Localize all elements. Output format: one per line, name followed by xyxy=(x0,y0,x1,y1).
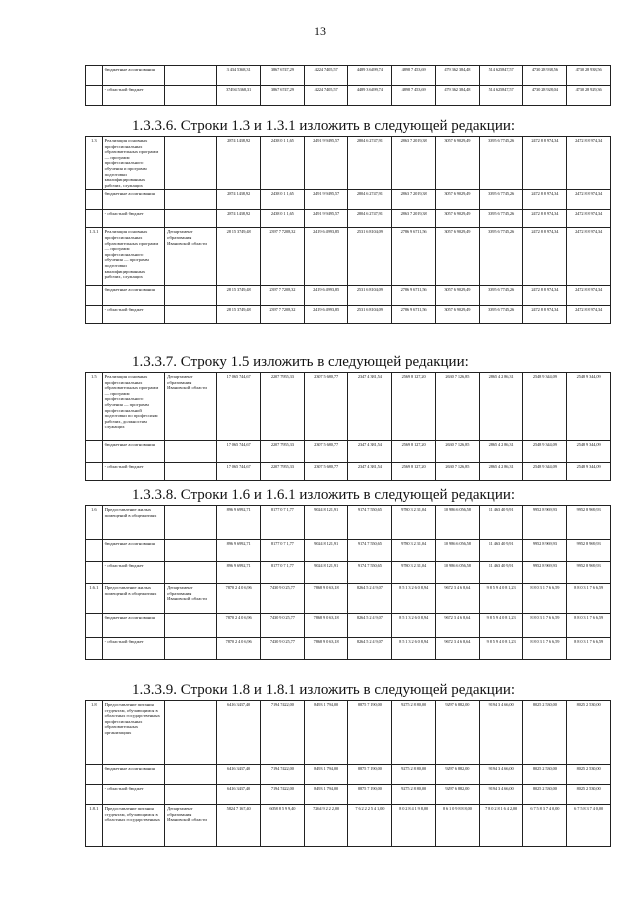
amount-cell: 479 362 384,48 xyxy=(435,66,479,86)
amount-cell: 2874 1438,92 xyxy=(217,190,261,210)
row-number-cell: 1.3.1 xyxy=(86,228,103,286)
amount-cell: 28 15 3749,48 xyxy=(217,286,261,306)
amount-cell: 9672 3 4 6 8,64 xyxy=(435,638,479,660)
amount-cell: 2419 6 4993,85 xyxy=(304,228,348,286)
amount-cell: 2472 8 8 974,34 xyxy=(567,306,611,324)
row-name-cell: Предоставление питания студентам, обучающимся в областных государственных профессиональных образовательных организациях xyxy=(102,701,164,765)
amount-cell: 896 9 6992,71 xyxy=(217,562,261,584)
row-number-cell: 1.6.1 xyxy=(86,584,103,614)
row-number-cell: 1.6 xyxy=(86,506,103,540)
amount-cell: 2863 7 2019,38 xyxy=(392,190,436,210)
amount-cell: 6 7 5 8 3 7 4 0,00 xyxy=(567,805,611,847)
amount-cell: 2472 8 8 974,34 xyxy=(523,228,567,286)
amount-cell: 8 8 0 3 1 7 6 6,59 xyxy=(523,584,567,614)
row-number-cell: 1.8 xyxy=(86,701,103,765)
amount-cell: 9024 8 121,91 xyxy=(304,540,348,562)
amount-cell: 2865 4 2 86,31 xyxy=(479,463,523,481)
amount-cell: 7870 2 4 0 6,96 xyxy=(217,584,261,614)
amount-cell: 9275 2 8 80,00 xyxy=(392,701,436,765)
amount-cell: 2397 7 7208,32 xyxy=(260,306,304,324)
amount-cell: 8493 1 794,00 xyxy=(304,765,348,785)
amount-cell: 2804 6 2747,91 xyxy=(348,190,392,210)
table-row xyxy=(86,86,611,106)
amount-cell: 6 7 5 8 3 7 4 0,00 xyxy=(523,805,567,847)
amount-cell: 3057 6 9029,49 xyxy=(435,228,479,286)
row-name-cell: бюджетные ассигнования xyxy=(102,540,164,562)
amount-cell: 9174 7 550,65 xyxy=(348,562,392,584)
amount-cell: 9780 3 2 31,04 xyxy=(392,562,436,584)
amount-cell: 8 6 1 0 9 8 8 8,00 xyxy=(435,805,479,847)
table-row xyxy=(86,190,611,210)
amount-cell: 2397 7 7208,32 xyxy=(260,286,304,306)
amount-cell: 7194 7422,00 xyxy=(260,765,304,785)
amount-cell: 3395 6 7745,26 xyxy=(479,210,523,228)
amount-cell: 2531 6 8104,09 xyxy=(348,306,392,324)
row-number-cell xyxy=(86,562,103,584)
amount-cell: 7868 9 0 63,18 xyxy=(304,638,348,660)
amount-cell: 8 5 1 3 2 6 0 8,94 xyxy=(392,614,436,638)
amount-cell: 9297 6 882,00 xyxy=(435,785,479,805)
table-row xyxy=(86,137,611,190)
amount-cell: 28 15 3749,48 xyxy=(217,228,261,286)
row-name-cell: Реализация основных профессиональных образовательных программ — программ профессионального обучения — программ подготовки квалифицированных рабочих, служащих xyxy=(102,228,164,286)
table-row xyxy=(86,805,611,847)
amount-cell: 9952 8 969,93 xyxy=(567,562,611,584)
table-row xyxy=(86,373,611,441)
amount-cell: 2548 9 344,09 xyxy=(567,463,611,481)
amount-cell: 9952 8 969,93 xyxy=(567,540,611,562)
row-number-cell xyxy=(86,638,103,660)
heading-1-3-3-9: 1.3.3.9. Строки 1.8 и 1.8.1 изложить в следующей редакции: xyxy=(132,682,516,698)
executor-cell xyxy=(165,638,217,660)
amount-cell: 2438 0 1 1,65 xyxy=(260,190,304,210)
amount-cell: 17 065 744,67 xyxy=(217,373,261,441)
amount-cell: 17 065 744,67 xyxy=(217,463,261,481)
amount-cell: 9952 8 969,93 xyxy=(523,540,567,562)
amount-cell: 2472 8 8 974,34 xyxy=(523,286,567,306)
row-number-cell xyxy=(86,441,103,463)
amount-cell: 8 0 2 8 4 1 9 8,00 xyxy=(392,805,436,847)
amount-cell: 8875 7 190,00 xyxy=(348,765,392,785)
table-row xyxy=(86,785,611,805)
amount-cell: 3395 6 7745,26 xyxy=(479,137,523,190)
amount-cell: 2347 4 381,54 xyxy=(348,463,392,481)
executor-cell xyxy=(165,137,217,190)
row-number-cell xyxy=(86,286,103,306)
row-number-cell xyxy=(86,765,103,785)
amount-cell: 7868 9 0 63,18 xyxy=(304,584,348,614)
amount-cell: 2863 7 2019,38 xyxy=(392,137,436,190)
top-table xyxy=(85,65,611,106)
amount-cell: 2472 8 8 974,34 xyxy=(567,210,611,228)
executor-cell xyxy=(165,86,217,106)
amount-cell: 2472 8 8 974,34 xyxy=(523,137,567,190)
amount-cell: 9952 8 969,93 xyxy=(567,506,611,540)
amount-cell: 8 8 0 3 1 7 6 6,59 xyxy=(567,638,611,660)
amount-cell: 9174 7 550,65 xyxy=(348,506,392,540)
amount-cell: 2569 8 127,20 xyxy=(392,373,436,441)
executor-cell xyxy=(165,765,217,785)
table-row xyxy=(86,614,611,638)
executor-cell xyxy=(165,286,217,306)
table-row xyxy=(86,286,611,306)
amount-cell: 2307 5 680,77 xyxy=(304,373,348,441)
amount-cell: 2438 0 1 1,65 xyxy=(260,210,304,228)
executor-cell: Департамент образования Ивановской области xyxy=(165,373,217,441)
amount-cell: 4730 28 929,36 xyxy=(567,86,611,106)
row-number-cell xyxy=(86,190,103,210)
amount-cell: 9275 2 8 80,00 xyxy=(392,765,436,785)
amount-cell: 9194 3 4 66,00 xyxy=(479,785,523,805)
amount-cell: 2874 1438,92 xyxy=(217,137,261,190)
amount-cell: 7430 9 0 25,77 xyxy=(260,584,304,614)
page-number: 13 xyxy=(314,24,326,38)
amount-cell: 8025 2 530,00 xyxy=(523,785,567,805)
executor-cell xyxy=(165,210,217,228)
amount-cell: 11 463 40 9,91 xyxy=(479,506,523,540)
amount-cell: 3057 6 9029,49 xyxy=(435,190,479,210)
table-row xyxy=(86,210,611,228)
amount-cell: 2874 1438,92 xyxy=(217,210,261,228)
amount-cell: 2569 8 127,20 xyxy=(392,441,436,463)
amount-cell: 28 15 3749,48 xyxy=(217,306,261,324)
row-name-cell: - областной бюджет xyxy=(102,638,164,660)
row-name-cell: бюджетные ассигнования xyxy=(102,614,164,638)
amount-cell: 8025 2 530,00 xyxy=(523,701,567,765)
amount-cell: 37494 5368,31 xyxy=(217,86,261,106)
heading-1-3-3-7: 1.3.3.7. Строку 1.5 изложить в следующей редакции: xyxy=(132,354,469,370)
amount-cell: 8 8 0 3 1 7 6 6,59 xyxy=(523,638,567,660)
amount-cell: 4489 3 6499,74 xyxy=(348,66,392,86)
amount-cell: 896 9 6992,71 xyxy=(217,540,261,562)
amount-cell: 8875 7 190,00 xyxy=(348,785,392,805)
executor-cell: Департамент образования Ивановской области xyxy=(165,228,217,286)
amount-cell: 479 362 384,48 xyxy=(435,86,479,106)
amount-cell: 2531 6 8104,09 xyxy=(348,228,392,286)
row-name-cell: - областной бюджет xyxy=(102,562,164,584)
row-number-cell xyxy=(86,66,103,86)
amount-cell: 2630 7 126,85 xyxy=(435,441,479,463)
amount-cell: 3867 6747,29 xyxy=(260,86,304,106)
row-name-cell: бюджетные ассигнования xyxy=(102,765,164,785)
amount-cell: 8264 5 2 4 9,07 xyxy=(348,614,392,638)
table-row xyxy=(86,638,611,660)
amount-cell: 8493 1 794,00 xyxy=(304,785,348,805)
amount-cell: 8 8 0 3 1 7 6 6,59 xyxy=(567,584,611,614)
amount-cell: 9952 8 969,93 xyxy=(523,506,567,540)
amount-cell: 2865 4 2 86,31 xyxy=(479,373,523,441)
amount-cell: 9194 3 4 66,00 xyxy=(479,701,523,765)
amount-cell: 2548 9 344,09 xyxy=(567,441,611,463)
table-row xyxy=(86,584,611,614)
amount-cell: 9 8 5 9 4 0 8 1,23 xyxy=(479,614,523,638)
amount-cell: 3057 6 9029,49 xyxy=(435,286,479,306)
amount-cell: 2472 8 8 974,34 xyxy=(567,228,611,286)
amount-cell: 10 986 6 056,58 xyxy=(435,540,479,562)
amount-cell: 9174 7 550,65 xyxy=(348,540,392,562)
amount-cell: 2347 4 381,54 xyxy=(348,373,392,441)
amount-cell: 2472 8 8 974,34 xyxy=(523,210,567,228)
executor-cell xyxy=(165,306,217,324)
row-name-cell: Реализация основных профессиональных образовательных программ — программ профессионального обучения и программ подготовки квалифицированных рабочих, служащих xyxy=(102,137,164,190)
amount-cell: 4224 7405,57 xyxy=(304,86,348,106)
amount-cell: 8025 2 530,00 xyxy=(567,765,611,785)
amount-cell: 9297 6 882,00 xyxy=(435,765,479,785)
row-number-cell xyxy=(86,86,103,106)
amount-cell: 2630 7 126,85 xyxy=(435,463,479,481)
amount-cell: 8177 0 7 1,77 xyxy=(260,562,304,584)
amount-cell: 2491 9 9495,57 xyxy=(304,137,348,190)
amount-cell: 7264 9 2 2 2,00 xyxy=(304,805,348,847)
amount-cell: 8 5 1 3 2 6 0 8,94 xyxy=(392,638,436,660)
amount-cell: 4224 7405,57 xyxy=(304,66,348,86)
amount-cell: 2531 6 8104,09 xyxy=(348,286,392,306)
amount-cell: 7194 7422,00 xyxy=(260,785,304,805)
amount-cell: 9780 3 2 31,04 xyxy=(392,540,436,562)
amount-cell: 8025 2 530,00 xyxy=(567,701,611,765)
row-number-cell: 1.5 xyxy=(86,373,103,441)
table-rows-1-3 xyxy=(85,136,611,324)
table-row xyxy=(86,66,611,86)
amount-cell: 9780 3 2 31,04 xyxy=(392,506,436,540)
amount-cell: 9194 3 4 66,00 xyxy=(479,765,523,785)
amount-cell: 8025 2 530,00 xyxy=(567,785,611,805)
amount-cell: 8264 5 2 4 9,07 xyxy=(348,638,392,660)
amount-cell: 4898 7 453,69 xyxy=(392,86,436,106)
amount-cell: 2472 8 8 974,34 xyxy=(567,286,611,306)
amount-cell: 8264 5 2 4 9,07 xyxy=(348,584,392,614)
amount-cell: 3867 6747,29 xyxy=(260,66,304,86)
executor-cell xyxy=(165,506,217,540)
executor-cell: Департамент образования Ивановской области xyxy=(165,805,217,847)
amount-cell: 2569 8 127,20 xyxy=(392,463,436,481)
amount-cell: 3395 6 7745,26 xyxy=(479,306,523,324)
row-name-cell: - областной бюджет xyxy=(102,785,164,805)
amount-cell: 7870 2 4 0 6,96 xyxy=(217,614,261,638)
table-row xyxy=(86,441,611,463)
amount-cell: 2548 9 344,09 xyxy=(523,463,567,481)
amount-cell: 2786 9 6711,56 xyxy=(392,306,436,324)
amount-cell: 2397 7 7208,32 xyxy=(260,228,304,286)
executor-cell xyxy=(165,701,217,765)
table-row xyxy=(86,540,611,562)
amount-cell: 7430 9 0 25,77 xyxy=(260,638,304,660)
table-row-1-5 xyxy=(85,372,611,481)
amount-cell: 2472 8 8 974,34 xyxy=(523,306,567,324)
amount-cell: 2347 4 381,54 xyxy=(348,441,392,463)
amount-cell: 9275 2 8 80,00 xyxy=(392,785,436,805)
amount-cell: 10 986 6 056,58 xyxy=(435,562,479,584)
amount-cell: 2472 8 8 974,34 xyxy=(567,190,611,210)
amount-cell: 4898 7 453,69 xyxy=(392,66,436,86)
amount-cell: 11 463 40 9,91 xyxy=(479,562,523,584)
table-row xyxy=(86,701,611,765)
row-name-cell: - областной бюджет xyxy=(102,306,164,324)
amount-cell: 2865 4 2 86,31 xyxy=(479,441,523,463)
amount-cell: 8 5 1 3 2 6 0 8,94 xyxy=(392,584,436,614)
executor-cell xyxy=(165,441,217,463)
amount-cell: 2438 0 1 1,65 xyxy=(260,137,304,190)
amount-cell: 3395 6 7745,26 xyxy=(479,228,523,286)
amount-cell: 2548 9 344,09 xyxy=(523,441,567,463)
amount-cell: 2548 9 344,09 xyxy=(567,373,611,441)
amount-cell: 3057 6 9029,49 xyxy=(435,137,479,190)
amount-cell: 6058 8 5 9 9,40 xyxy=(260,805,304,847)
amount-cell: 896 9 6992,71 xyxy=(217,506,261,540)
amount-cell: 8177 0 7 1,77 xyxy=(260,506,304,540)
amount-cell: 2207 7955,33 xyxy=(260,441,304,463)
table-rows-1-6 xyxy=(85,505,611,660)
amount-cell: 5824 7 167,40 xyxy=(217,805,261,847)
amount-cell: 8 8 0 3 1 7 6 6,59 xyxy=(523,614,567,638)
row-name-cell: бюджетные ассигнования xyxy=(102,286,164,306)
amount-cell: 2786 9 6711,56 xyxy=(392,286,436,306)
row-name-cell: - областной бюджет xyxy=(102,210,164,228)
amount-cell: 2863 7 2019,38 xyxy=(392,210,436,228)
amount-cell: 2472 8 8 974,34 xyxy=(567,137,611,190)
amount-cell: 7870 2 4 0 6,96 xyxy=(217,638,261,660)
amount-cell: 2786 9 6711,56 xyxy=(392,228,436,286)
amount-cell: 9297 6 882,00 xyxy=(435,701,479,765)
amount-cell: 2207 7955,33 xyxy=(260,373,304,441)
row-name-cell: Реализация основных профессиональных образовательных программ — программ профессионального обучения — программ профессиональной подготовки по профессиям рабочих, должностям служащих xyxy=(102,373,164,441)
amount-cell: 8 8 0 3 1 7 6 6,59 xyxy=(567,614,611,638)
executor-cell xyxy=(165,190,217,210)
amount-cell: 3057 6 9029,49 xyxy=(435,210,479,228)
amount-cell: 9952 8 969,93 xyxy=(523,562,567,584)
amount-cell: 2207 7955,33 xyxy=(260,463,304,481)
table-row xyxy=(86,562,611,584)
executor-cell xyxy=(165,540,217,562)
amount-cell: 7 8 0 2 8 1 6 4 2,00 xyxy=(479,805,523,847)
amount-cell: 2419 6 4993,85 xyxy=(304,306,348,324)
amount-cell: 17 065 744,67 xyxy=(217,441,261,463)
amount-cell: 2472 8 8 974,34 xyxy=(523,190,567,210)
amount-cell: 7868 9 0 63,18 xyxy=(304,614,348,638)
amount-cell: 6416 3437,40 xyxy=(217,765,261,785)
amount-cell: 2491 9 9495,57 xyxy=(304,210,348,228)
amount-cell: 11 463 40 9,91 xyxy=(479,540,523,562)
amount-cell: 2307 5 680,77 xyxy=(304,441,348,463)
amount-cell: 514 625847,57 xyxy=(479,66,523,86)
heading-1-3-3-8: 1.3.3.8. Строки 1.6 и 1.6.1 изложить в следующей редакции: xyxy=(132,487,516,503)
amount-cell: 4730 28 938,56 xyxy=(523,66,567,86)
amount-cell: 7430 9 0 25,77 xyxy=(260,614,304,638)
amount-cell: 2307 5 680,77 xyxy=(304,463,348,481)
executor-cell xyxy=(165,614,217,638)
amount-cell: 3057 6 9029,49 xyxy=(435,306,479,324)
amount-cell: 4730 28 938,56 xyxy=(567,66,611,86)
amount-cell: 514 625847,57 xyxy=(479,86,523,106)
row-number-cell xyxy=(86,463,103,481)
amount-cell: 8177 0 7 1,77 xyxy=(260,540,304,562)
row-name-cell: Предоставление жилых помещений в общежитиях xyxy=(102,584,164,614)
amount-cell: 6416 3437,40 xyxy=(217,785,261,805)
row-number-cell xyxy=(86,785,103,805)
row-name-cell: Предоставление жилых помещений в общежитиях xyxy=(102,506,164,540)
table-rows-1-8 xyxy=(85,700,611,847)
amount-cell: 2804 6 2747,91 xyxy=(348,137,392,190)
row-number-cell xyxy=(86,540,103,562)
row-number-cell: 1.8.1 xyxy=(86,805,103,847)
row-name-cell: бюджетные ассигнования xyxy=(102,190,164,210)
row-number-cell xyxy=(86,210,103,228)
amount-cell: 3 434 5368,31 xyxy=(217,66,261,86)
amount-cell: 4730 28 928,04 xyxy=(523,86,567,106)
amount-cell: 8025 2 530,00 xyxy=(523,765,567,785)
amount-cell: 2548 9 344,09 xyxy=(523,373,567,441)
amount-cell: 10 986 6 056,58 xyxy=(435,506,479,540)
amount-cell: 7 6 2 2 2 5 4 1,00 xyxy=(348,805,392,847)
heading-1-3-3-6: 1.3.3.6. Строки 1.3 и 1.3.1 изложить в следующей редакции: xyxy=(132,118,516,134)
amount-cell: 7194 7422,00 xyxy=(260,701,304,765)
table-row xyxy=(86,306,611,324)
executor-cell xyxy=(165,785,217,805)
amount-cell: 9 8 5 9 4 0 8 1,23 xyxy=(479,638,523,660)
executor-cell xyxy=(165,66,217,86)
amount-cell: 2804 6 2747,91 xyxy=(348,210,392,228)
amount-cell: 8493 1 794,00 xyxy=(304,701,348,765)
executor-cell: Департамент образования Ивановской области xyxy=(165,584,217,614)
executor-cell xyxy=(165,562,217,584)
amount-cell: 2419 6 4993,85 xyxy=(304,286,348,306)
row-number-cell xyxy=(86,614,103,638)
amount-cell: 2630 7 126,85 xyxy=(435,373,479,441)
amount-cell: 8875 7 190,00 xyxy=(348,701,392,765)
amount-cell: 9672 3 4 6 8,64 xyxy=(435,614,479,638)
amount-cell: 2491 9 9495,57 xyxy=(304,190,348,210)
amount-cell: 9672 3 4 6 8,64 xyxy=(435,584,479,614)
row-name-cell: - областной бюджет xyxy=(102,86,164,106)
row-name-cell: Предоставление питания студентам, обучающимся в областных государственных xyxy=(102,805,164,847)
row-number-cell: 1.3 xyxy=(86,137,103,190)
amount-cell: 3395 6 7745,26 xyxy=(479,286,523,306)
row-name-cell: бюджетные ассигнования xyxy=(102,441,164,463)
table-row xyxy=(86,228,611,286)
executor-cell xyxy=(165,463,217,481)
table-row xyxy=(86,506,611,540)
table-row xyxy=(86,765,611,785)
amount-cell: 9 8 5 9 4 0 8 1,23 xyxy=(479,584,523,614)
row-name-cell: бюджетные ассигнования xyxy=(102,66,164,86)
row-number-cell xyxy=(86,306,103,324)
amount-cell: 6416 3437,40 xyxy=(217,701,261,765)
table-row xyxy=(86,463,611,481)
row-name-cell: - областной бюджет xyxy=(102,463,164,481)
amount-cell: 3395 6 7745,26 xyxy=(479,190,523,210)
amount-cell: 9024 8 121,91 xyxy=(304,506,348,540)
amount-cell: 9024 8 121,91 xyxy=(304,562,348,584)
amount-cell: 4489 3 6499,74 xyxy=(348,86,392,106)
